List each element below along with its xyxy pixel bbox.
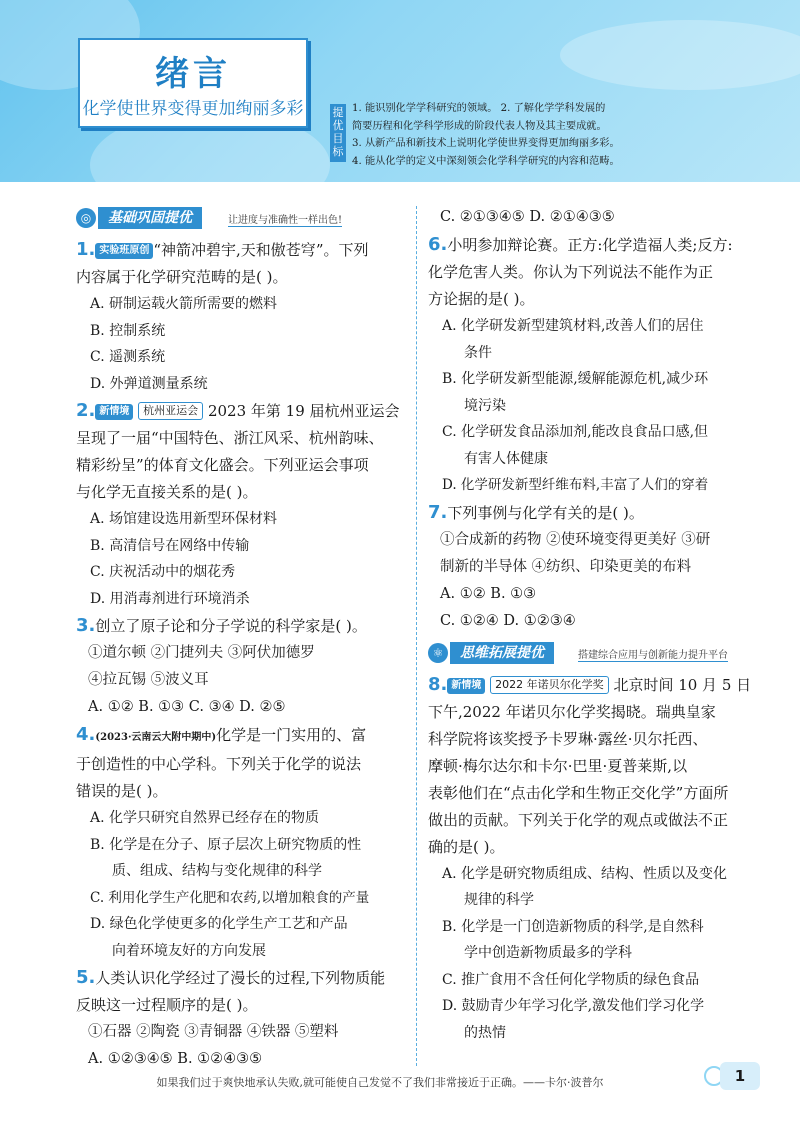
question-1 [76, 236, 406, 397]
option-row: C. ②①③④⑤ D. ②①④③⑤ [440, 209, 615, 225]
question-2 [76, 397, 406, 612]
option: C. 庆祝活动中的烟花秀 [90, 564, 236, 580]
question-6 [428, 231, 768, 499]
chapter-title-box [78, 38, 308, 128]
option-continued: 规律的科学 [464, 892, 534, 908]
question-stem: 呈现了一届“中国特色、浙江风采、杭州韵味、 [76, 429, 384, 447]
question-stem: 化学是一门实用的、富 [216, 726, 367, 744]
question-stem: 小明参加辩论赛。正方:化学造福人类;反方: [447, 236, 733, 254]
question-stem: 下午,2022 年诺贝尔化学奖揭晓。瑞典皇家 [428, 702, 716, 721]
question-stem: 精彩纷呈”的体育文化盛会。下列亚运会事项 [76, 456, 369, 474]
question-source: (2023·云南云大附中期中) [95, 732, 217, 743]
question-topic: 2022 年诺贝尔化学奖 [490, 676, 609, 694]
option-row: A. ①②③④⑤ B. ①②④③⑤ [88, 1051, 263, 1067]
option-continued: 有害人体健康 [464, 450, 548, 467]
question-stem: 化学危害人类。你认为下列说法不能作为正 [428, 263, 714, 281]
question-stem: 方论据的是( )。 [428, 290, 535, 308]
option: D. 外弹道测量系统 [90, 375, 208, 392]
question-number: 7. [428, 501, 448, 523]
item-list: ①石器 ②陶瓷 ③青铜器 ④铁器 ⑤塑料 [88, 1024, 339, 1040]
question-stem: 摩顿·梅尔达尔和卡尔·巴里·夏普莱斯,以 [428, 756, 688, 775]
option-continued: 向着环境友好的方向发展 [112, 942, 266, 959]
option: A. 研制运载火箭所需要的燃料 [90, 296, 278, 312]
footer-quote: 如果我们过于爽快地承认失败,就可能使自己发觉不了我们非常接近于正确。——卡尔·波普尔 [156, 1076, 604, 1089]
option-continued: 境污染 [464, 397, 506, 414]
option: A. 化学是研究物质组成、结构、性质以及变化 [442, 865, 728, 882]
question-tag: 实验班原创 [95, 243, 153, 259]
chapter-header [0, 0, 800, 182]
goal-line: 1. 能识别化学学科研究的领域。 2. 了解化学学科发展的 [352, 103, 606, 114]
question-number: 2. [76, 400, 96, 421]
option-continued: 条件 [464, 344, 492, 361]
option-continued: 学中创造新物质最多的学科 [464, 945, 632, 961]
question-number: 8. [428, 673, 448, 695]
question-stem: 错误的是( )。 [76, 782, 168, 800]
item-list: ④拉瓦锡 ⑤波义耳 [88, 672, 209, 688]
option: B. 控制系统 [90, 322, 166, 339]
option: A. 化学研发新型建筑材料,改善人们的居住 [442, 318, 704, 334]
option: D. 化学研发新型纤维布料,丰富了人们的穿着 [442, 477, 709, 493]
option: C. 推广食用不含任何化学物质的绿色食品 [442, 971, 700, 988]
question-7 [428, 499, 768, 635]
question-stem: 与化学无直接关系的是( )。 [76, 483, 258, 501]
question-stem: 表彰他们在“点击化学和生物正交化学”方面所 [428, 783, 729, 802]
question-stem: 确的是( )。 [428, 837, 505, 856]
question-stem: 反映这一过程顺序的是( )。 [76, 996, 258, 1014]
decor-blob [560, 20, 800, 90]
goal-line: 简要历程和化学科学形成的阶段代表人物及其主要成就。 [352, 120, 607, 132]
option-row: A. ①② B. ①③ [440, 585, 537, 602]
section-header [428, 641, 768, 667]
right-column [428, 206, 768, 1046]
section-note: 搭建综合应用与创新能力提升平台 [578, 646, 728, 662]
section-note: 让进度与准确性一样出色! [228, 211, 342, 227]
item-list: ①道尔顿 ②门捷列夫 ③阿伏加德罗 [88, 645, 315, 661]
column-divider [416, 206, 417, 1066]
question-3 [76, 612, 406, 721]
question-number: 5. [76, 967, 96, 988]
option-continued: 的热情 [464, 1024, 506, 1041]
option: D. 鼓励青少年学习化学,激发他们学习化学 [442, 998, 705, 1014]
atom-icon: ⚛ [428, 643, 448, 663]
question-4 [76, 721, 406, 964]
option-continued: 质、组成、结构与变化规律的科学 [112, 863, 322, 879]
question-number: 3. [76, 615, 96, 636]
option: B. 化学研发新型能源,缓解能源危机,减少环 [442, 371, 709, 387]
question-5 [76, 964, 406, 1073]
option: B. 化学是在分子、原子层次上研究物质的性 [90, 836, 362, 853]
question-stem: 人类认识化学经过了漫长的过程,下列物质能 [95, 969, 386, 987]
question-stem: 内容属于化学研究范畴的是( )。 [76, 268, 288, 286]
section-title: 思维拓展提优 [450, 642, 554, 664]
option: B. 化学是一门创造新物质的科学,是自然科 [442, 918, 704, 935]
question-number: 1. [76, 239, 96, 260]
question-stem: 科学院将该奖授予卡罗琳·露丝·贝尔托西、 [428, 729, 708, 748]
option-row: C. ①②④ D. ①②③④ [440, 612, 576, 629]
section-title: 基础巩固提优 [98, 207, 202, 229]
option: A. 化学只研究自然界已经存在的物质 [90, 810, 320, 826]
option: D. 绿色化学使更多的化学生产工艺和产品 [90, 916, 348, 932]
item-list: 制新的半导体 ④纺织、印染更美的布料 [440, 558, 692, 575]
chapter-title: 绪言 [155, 54, 231, 94]
page-number: 1 [720, 1062, 760, 1090]
question-topic: 杭州亚运会 [138, 402, 203, 420]
option: C. 利用化学生产化肥和农药,以增加粮食的产量 [90, 889, 370, 906]
question-number: 4. [76, 724, 96, 745]
question-tag: 新情境 [447, 678, 485, 694]
option: B. 高清信号在网络中传输 [90, 537, 250, 554]
goal-tag: 提优目标 [330, 104, 346, 162]
question-stem: 北京时间 10 月 5 日 [613, 675, 752, 694]
option: C. 化学研发食品添加剂,能改良食品口感,但 [442, 424, 709, 440]
goal-line: 3. 从新产品和新技术上说明化学使世界变得更加绚丽多彩。 [352, 138, 620, 149]
question-8 [428, 671, 768, 1047]
option-row: A. ①② B. ①③ C. ③④ D. ②⑤ [88, 699, 286, 715]
option: A. 场馆建设选用新型环保材料 [90, 511, 278, 527]
question-stem: “神箭冲碧宇,天和傲苍穹”。下列 [153, 241, 369, 259]
option: C. 遥测系统 [90, 349, 166, 365]
question-stem: 做出的贡献。下列关于化学的观点或做法不正 [428, 810, 729, 829]
goal-line: 4. 能从化学的定义中深刻领会化学科学研究的内容和范畴。 [352, 155, 620, 167]
question-number: 6. [428, 234, 448, 255]
chapter-subtitle: 化学使世界变得更加绚丽多彩 [82, 99, 304, 119]
question-stem: 2023 年第 19 届杭州亚运会 [207, 402, 400, 420]
question-stem: 创立了原子论和分子学说的科学家是( )。 [95, 617, 367, 635]
target-icon: ◎ [76, 208, 96, 228]
section-header [76, 206, 406, 232]
left-column [76, 206, 406, 1073]
question-stem: 下列事例与化学有关的是( )。 [447, 503, 644, 522]
option: D. 用消毒剂进行环境消杀 [90, 590, 250, 607]
learning-goals [352, 100, 682, 170]
item-list: ①合成新的药物 ②使环境变得更美好 ③研 [440, 531, 711, 548]
question-tag: 新情境 [95, 404, 133, 420]
question-stem: 于创造性的中心学科。下列关于化学的说法 [76, 755, 362, 773]
